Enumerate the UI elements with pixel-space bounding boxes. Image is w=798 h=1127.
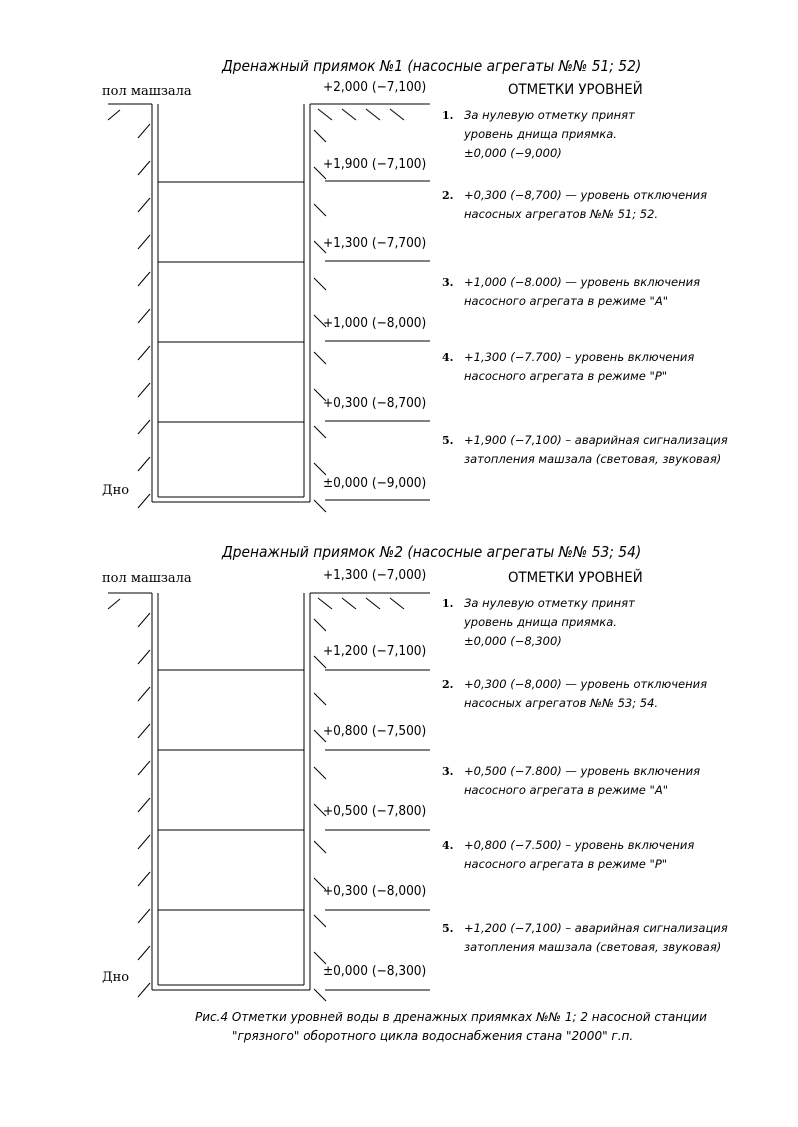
sump2-hatch-top-right (390, 598, 404, 609)
sump1-note-5: 5. +1,900 (−7,100) – аварийная сигнализация затопления машзала (световая, звуковая) (442, 433, 728, 466)
figure-caption (195, 1008, 707, 1046)
sump2-hatch-left (138, 835, 150, 849)
sump1-hatch-right (314, 426, 326, 438)
sump2-hatch-left (138, 909, 150, 923)
sump2-level-alarm: +1,200 (−7,100) (323, 643, 427, 659)
sump1-hatch-right (314, 463, 326, 475)
sump2-hatch-left (138, 872, 150, 886)
sump1-floor-label: пол машзала (102, 84, 192, 99)
sump2-hatch-top-right (318, 598, 332, 609)
sump1-hatch-left (138, 494, 150, 508)
sump1-hatch-left (138, 198, 150, 212)
sump2-hatch-left (138, 650, 150, 664)
sump1-level-mode-r: +1,300 (−7,700) (323, 235, 427, 251)
sump2-note-3: 3. +0,500 (−7.800) — уровень включения насосного агрегата в режиме "А" (442, 764, 701, 797)
sump2-hatch-left (138, 983, 150, 997)
sump2-hatch-top-left (108, 599, 120, 609)
sump1-hatch-top-right (390, 109, 404, 120)
sump1-hatch-top-right (366, 109, 380, 120)
sump2-hatch-top-right (342, 598, 356, 609)
sump1-level-zero: ±0,000 (−9,000) (323, 475, 427, 491)
sump1-hatch-left (138, 235, 150, 249)
sump1-note-2: 2. +0,300 (−8,700) — уровень отключения насосных агрегатов №№ 51; 52. (442, 188, 707, 221)
caption-line-2: "грязного" оборотного цикла водоснабжения стана "2000" г.п. (232, 1029, 634, 1043)
sump1-hatch-right (314, 352, 326, 364)
sump2-hatch-left (138, 724, 150, 738)
sump2-hatch-right (314, 841, 326, 853)
sump2-hatch-right (314, 619, 326, 631)
sump1-hatch-right (314, 204, 326, 216)
sump2-note-2: 2. +0,300 (−8,000) — уровень отключения насосных агрегатов №№ 53; 54. (442, 677, 707, 710)
caption-line-1: Рис.4 Отметки уровней воды в дренажных приямках №№ 1; 2 насосной станции (195, 1010, 707, 1024)
sump1-hatch-left (138, 383, 150, 397)
sump2-hatch-right (314, 989, 326, 1001)
sump1-note-1: 1. За нулевую отметку принят уровень днища приямка. ±0,000 (−9,000) (442, 108, 635, 160)
sump2-title: Дренажный приямок №2 (насосные агрегаты №№ 53; 54) (222, 543, 642, 561)
sump2-hatch-left (138, 761, 150, 775)
sump1-hatch-left (138, 272, 150, 286)
sump1-note-4: 4. +1,300 (−7.700) – уровень включения насосного агрегата в режиме "Р" (442, 350, 695, 383)
sump2-hatch-top-right (366, 598, 380, 609)
sump2-hatch-left (138, 946, 150, 960)
sump2-level-top: +1,300 (−7,000) (323, 567, 427, 583)
sump2-hatch-left (138, 613, 150, 627)
sump1-note-3: 3. +1,000 (−8.000) — уровень включения насосного агрегата в режиме "А" (442, 275, 701, 308)
sump1-title: Дренажный приямок №1 (насосные агрегаты №№ 51; 52) (222, 57, 642, 75)
sump1-hatch-top-left (108, 110, 120, 120)
sump2-level-mode-r: +0,800 (−7,500) (323, 723, 427, 739)
sump2-notes-heading: ОТМЕТКИ УРОВНЕЙ (508, 570, 643, 586)
sump1-level-alarm: +1,900 (−7,100) (323, 156, 427, 172)
sump1-hatch-left (138, 346, 150, 360)
sump2-hatch-left (138, 798, 150, 812)
sump2-hatch-left (138, 687, 150, 701)
sump1-level-mode-a: +1,000 (−8,000) (323, 315, 427, 331)
sump1-hatch-left (138, 309, 150, 323)
sump1-hatch-top-right (342, 109, 356, 120)
sump2-level-zero: ±0,000 (−8,300) (323, 963, 427, 979)
sump1-hatch-left (138, 457, 150, 471)
sump1-hatch-left (138, 161, 150, 175)
sump2-note-4: 4. +0,800 (−7.500) – уровень включения насосного агрегата в режиме "Р" (442, 838, 695, 871)
sump1-hatch-top-right (318, 109, 332, 120)
sump2-floor-label: пол машзала (102, 571, 192, 586)
sump1-hatch-right (314, 500, 326, 512)
sump2-hatch-right (314, 693, 326, 705)
sump2-note-1: 1. За нулевую отметку принят уровень днища приямка. ±0,000 (−8,300) (442, 596, 635, 648)
sump2-hatch-right (314, 767, 326, 779)
sump1-level-off: +0,300 (−8,700) (323, 395, 427, 411)
sump2-level-mode-a: +0,500 (−7,800) (323, 803, 427, 819)
sump2-note-5: 5. +1,200 (−7,100) – аварийная сигнализация затопления машзала (световая, звуковая) (442, 921, 728, 954)
sump2-level-off: +0,300 (−8,000) (323, 883, 427, 899)
sump1-hatch-right (314, 278, 326, 290)
sump1-notes-heading: ОТМЕТКИ УРОВНЕЙ (508, 82, 643, 98)
sump2-bottom-label: Дно (102, 970, 130, 985)
sump1-bottom-label: Дно (102, 483, 130, 498)
sump1-level-top: +2,000 (−7,100) (323, 79, 427, 95)
sump1-hatch-right (314, 130, 326, 142)
sump2-hatch-right (314, 915, 326, 927)
sump1-hatch-left (138, 420, 150, 434)
sump1-hatch-left (138, 124, 150, 138)
